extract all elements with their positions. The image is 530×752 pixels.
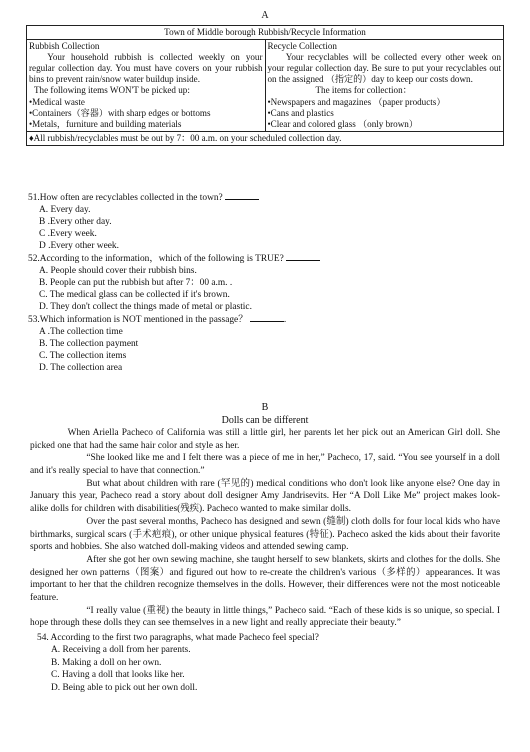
option-b: B. People can put the rubbish but after 7：00 a.m. . — [39, 278, 233, 289]
rubbish-collection-cell — [27, 40, 266, 132]
section-b — [30, 402, 500, 694]
rubbish-intro: Your household rubbish is collected weekly on your regular collection day. You must have covers on your rubbish bins to prevent rain/snow water buildup inside. — [29, 52, 263, 85]
section-a-questions — [28, 191, 508, 374]
question-51 — [28, 191, 508, 204]
recycle-heading: Recycle Collection — [267, 41, 337, 52]
option-d: D. Being able to pick out her own doll. — [51, 682, 198, 693]
option-b: B. Making a doll on her own. — [51, 657, 162, 668]
option-a: A. Every day. — [39, 205, 91, 216]
question-stem: 51.How often are recyclables collected in the town? — [28, 193, 223, 203]
answer-blank[interactable] — [250, 313, 284, 322]
option-b: B. The collection payment — [39, 339, 139, 350]
question-54 — [37, 632, 500, 694]
passage-paragraph: When Ariella Pacheco of California was still a little girl, her parents let her pick out an American Girl doll. She picked one that had the same hair color and style as her. — [30, 428, 500, 451]
rubbish-heading: Rubbish Collection — [29, 41, 100, 52]
passage-title: Dolls can be different — [221, 414, 309, 426]
question-stem: 53.Which information is NOT mentioned in the passage？ — [28, 315, 248, 326]
passage-paragraph: “She looked like me and I felt there was a piece of me in her,” Pacheco, 17, said. “You see yourself in a doll and it's really special to have that connection.” — [30, 453, 500, 477]
option-a: A. Receiving a doll from her parents. — [51, 645, 191, 656]
rubbish-item: •Metals，furniture and building materials — [29, 118, 182, 129]
question-53: 53.Which information is NOT mentioned in the passage？ . — [28, 315, 287, 326]
option-d: D .Every other week. — [39, 241, 119, 252]
rubbish-item: •Medical waste — [29, 96, 85, 107]
option-d: D. They don't collect the things made of metal or plastic. — [39, 302, 252, 313]
collection-items-heading: The items for collection： — [315, 85, 412, 96]
section-b-label: B — [261, 402, 269, 413]
notice-footer: ♦All rubbish/recyclables must be out by 7：00 a.m. on your scheduled collection day. — [27, 131, 504, 145]
option-a: A. People should cover their rubbish bins. — [39, 266, 197, 277]
option-c: C. The medical glass can be collected if it's brown. — [39, 290, 230, 301]
collection-notice-table — [26, 25, 504, 146]
recycle-intro: Your recyclables will be collected every other week on your regular collection day. Be sure to put your recyclables out on the assigned （指定的）day to keep our costs down. — [267, 52, 501, 85]
section-a-label: A — [261, 10, 269, 21]
recycle-collection-cell — [265, 40, 504, 132]
notice-title: Town of Middle borough Rubbish/Recycle Information — [27, 26, 504, 40]
passage-paragraph: “I really value (重视) the beauty in little things,” Pacheco said. “Each of these kids is so unique, so special. I hope through these dolls they can see themselves in a new light and really appreciate their beauty.” — [30, 605, 500, 629]
option-a: A .The collection time — [39, 327, 123, 338]
question-stem: 54. According to the first two paragraphs, what made Pacheco feel special? — [37, 633, 319, 643]
option-c: C. The collection items — [39, 351, 127, 362]
passage-paragraph: After she got her own sewing machine, she taught herself to sew blankets, skirts and clothes for the dolls. She designed her own patterns（图案）and figured out how to re-create the children's various（多样的）appearances. It was important to her that the children recognize themselves in the dolls. However, their differences were not the most noticeable feature. — [30, 554, 500, 603]
option-b: B .Every other day. — [39, 217, 112, 228]
answer-blank[interactable] — [225, 191, 259, 200]
recycle-item: •Newspapers and magazines （paper products） — [267, 96, 446, 107]
passage-paragraph: But what about children with rare (罕见的) medical conditions who don't look like anyone else? One day in January this year, Pacheco read a story about doll designer Amy Jandrisevits. Her “A Doll Like Me” project makes look-alike dolls for children with disabilities(残疾). Pacheco wanted to make similar dolls. — [30, 478, 500, 515]
not-picked-heading: The following items WON'T be picked up: — [34, 85, 190, 96]
passage-paragraph: Over the past several months, Pacheco has designed and sewn (缝制) cloth dolls for four local kids who have birthmarks, surgical scars (手术疤痕), or other unique physical features (特征). Pacheco asked the kids about their favorite sports and hobbies. She also watched doll-making videos and attended sewing camp. — [30, 516, 500, 553]
recycle-item: •Cans and plastics — [267, 107, 334, 118]
answer-blank[interactable] — [286, 252, 320, 261]
rubbish-item: •Containers（容器）with sharp edges or bottoms — [29, 107, 211, 118]
option-c: C .Every week. — [39, 229, 97, 240]
recycle-item: •Clear and colored glass （only brown） — [267, 118, 418, 129]
option-c: C. Having a doll that looks like her. — [51, 670, 185, 681]
question-52 — [28, 252, 508, 265]
option-d: D. The collection area — [39, 363, 123, 374]
question-stem: 52.According to the information，which of the following is TRUE? — [28, 254, 284, 265]
